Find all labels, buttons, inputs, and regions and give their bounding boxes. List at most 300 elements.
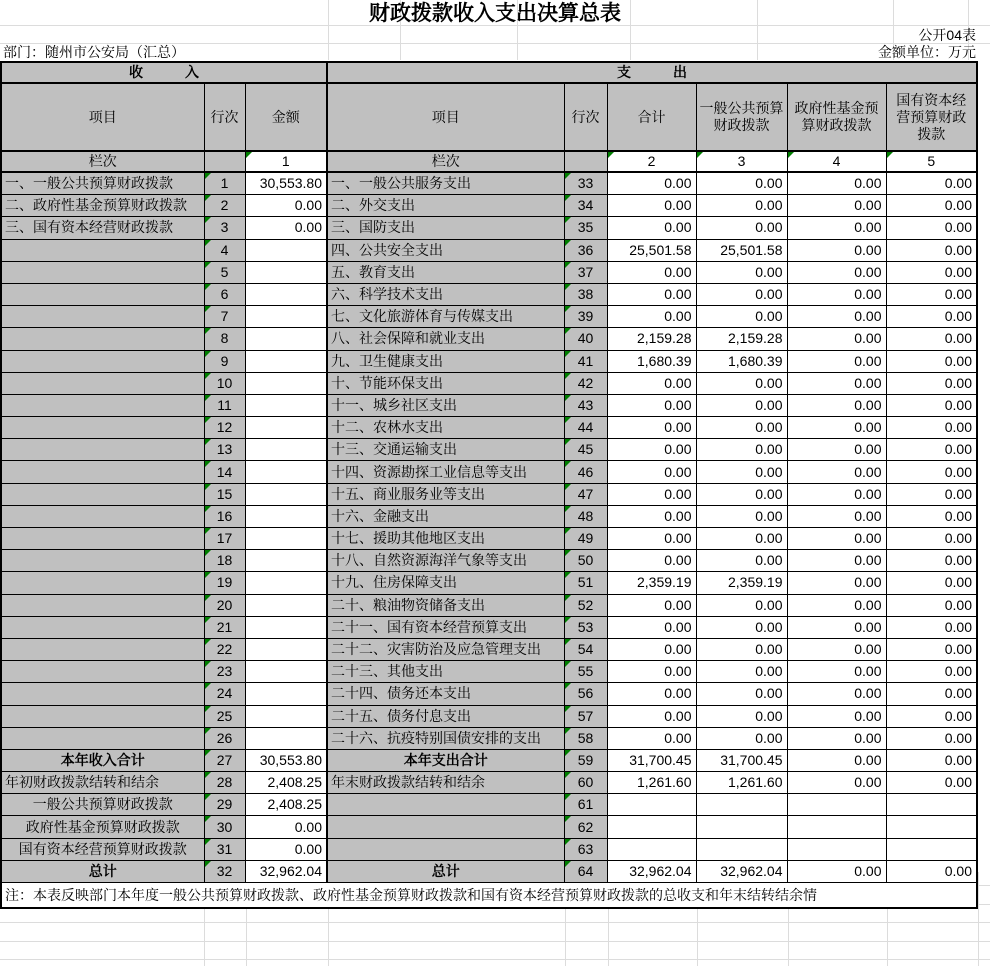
- exp-state-capital-cell[interactable]: 0.00: [886, 860, 977, 882]
- exp-gov-fund-cell[interactable]: 0.00: [787, 372, 886, 394]
- income-amount-cell[interactable]: 0.00: [245, 195, 327, 217]
- exp-rowno-cell[interactable]: 58: [564, 727, 607, 749]
- exp-total-cell[interactable]: 0.00: [607, 616, 696, 638]
- income-item-cell[interactable]: [1, 683, 204, 705]
- income-rowno-cell[interactable]: 3: [204, 217, 245, 239]
- income-amount-cell[interactable]: [245, 239, 327, 261]
- exp-rowno-cell[interactable]: 54: [564, 638, 607, 660]
- exp-rowno-cell[interactable]: 53: [564, 616, 607, 638]
- exp-rowno-cell[interactable]: 59: [564, 749, 607, 771]
- exp-total-cell[interactable]: 0.00: [607, 261, 696, 283]
- exp-gov-fund-cell[interactable]: 0.00: [787, 616, 886, 638]
- exp-total-cell[interactable]: 0.00: [607, 306, 696, 328]
- income-amount-cell[interactable]: [245, 550, 327, 572]
- exp-gov-fund-cell[interactable]: 0.00: [787, 483, 886, 505]
- income-item-header-cell[interactable]: 项目: [1, 83, 204, 151]
- income-item-cell[interactable]: 总计: [1, 860, 204, 882]
- exp-total-cell[interactable]: 1,680.39: [607, 350, 696, 372]
- exp-item-cell[interactable]: 十、节能环保支出: [327, 372, 564, 394]
- exp-state-capital-cell[interactable]: [886, 794, 977, 816]
- income-rowno-cell[interactable]: 23: [204, 661, 245, 683]
- exp-item-cell[interactable]: [327, 794, 564, 816]
- exp-rowno-cell[interactable]: 45: [564, 439, 607, 461]
- exp-state-capital-header-cell[interactable]: 国有资本经营预算财政拨款: [886, 83, 977, 151]
- income-item-cell[interactable]: [1, 394, 204, 416]
- column-no-1-cell[interactable]: 1: [245, 151, 327, 172]
- income-rowno-cell[interactable]: 12: [204, 417, 245, 439]
- exp-gov-fund-cell[interactable]: 0.00: [787, 683, 886, 705]
- income-rowno-cell[interactable]: 32: [204, 860, 245, 882]
- exp-total-cell[interactable]: 0.00: [607, 172, 696, 195]
- income-item-cell[interactable]: 一般公共预算财政拨款: [1, 794, 204, 816]
- exp-total-cell[interactable]: 0.00: [607, 505, 696, 527]
- income-rowno-cell[interactable]: 14: [204, 461, 245, 483]
- income-amount-header-cell[interactable]: 金额: [245, 83, 327, 151]
- income-rowno-cell[interactable]: 4: [204, 239, 245, 261]
- exp-gov-fund-cell[interactable]: 0.00: [787, 350, 886, 372]
- exp-rowno-cell[interactable]: 33: [564, 172, 607, 195]
- exp-state-capital-cell[interactable]: 0.00: [886, 306, 977, 328]
- income-item-cell[interactable]: [1, 705, 204, 727]
- income-amount-cell[interactable]: [245, 439, 327, 461]
- exp-gov-fund-cell[interactable]: 0.00: [787, 705, 886, 727]
- exp-state-capital-cell[interactable]: 0.00: [886, 461, 977, 483]
- exp-item-cell[interactable]: 九、卫生健康支出: [327, 350, 564, 372]
- exp-item-cell[interactable]: 八、社会保障和就业支出: [327, 328, 564, 350]
- exp-item-cell[interactable]: 二十一、国有资本经营预算支出: [327, 616, 564, 638]
- exp-general-budget-cell[interactable]: 0.00: [696, 394, 787, 416]
- income-rowno-cell[interactable]: 2: [204, 195, 245, 217]
- income-rowno-header-cell[interactable]: 行次: [204, 83, 245, 151]
- exp-rowno-cell[interactable]: 50: [564, 550, 607, 572]
- exp-total-cell[interactable]: [607, 794, 696, 816]
- exp-gov-fund-cell[interactable]: 0.00: [787, 772, 886, 794]
- exp-rowno-cell[interactable]: 43: [564, 394, 607, 416]
- exp-gov-fund-cell[interactable]: 0.00: [787, 172, 886, 195]
- income-item-cell[interactable]: [1, 528, 204, 550]
- income-rowno-cell[interactable]: 28: [204, 772, 245, 794]
- exp-item-cell[interactable]: 年末财政拨款结转和结余: [327, 772, 564, 794]
- income-amount-cell[interactable]: [245, 306, 327, 328]
- exp-general-budget-cell[interactable]: 31,700.45: [696, 749, 787, 771]
- exp-state-capital-cell[interactable]: 0.00: [886, 483, 977, 505]
- exp-total-cell[interactable]: 31,700.45: [607, 749, 696, 771]
- exp-total-cell[interactable]: 1,261.60: [607, 772, 696, 794]
- column-no-3-cell[interactable]: 3: [696, 151, 787, 172]
- exp-rowno-cell[interactable]: 52: [564, 594, 607, 616]
- income-rowno-cell[interactable]: 6: [204, 283, 245, 305]
- income-item-cell[interactable]: [1, 283, 204, 305]
- exp-total-cell[interactable]: 0.00: [607, 528, 696, 550]
- exp-general-budget-header-cell[interactable]: 一般公共预算财政拨款: [696, 83, 787, 151]
- exp-gov-fund-cell[interactable]: 0.00: [787, 461, 886, 483]
- exp-gov-fund-cell[interactable]: 0.00: [787, 528, 886, 550]
- exp-item-cell[interactable]: 五、教育支出: [327, 261, 564, 283]
- exp-gov-fund-cell[interactable]: 0.00: [787, 860, 886, 882]
- income-item-cell[interactable]: [1, 461, 204, 483]
- income-item-cell[interactable]: 政府性基金预算财政拨款: [1, 816, 204, 838]
- exp-item-cell[interactable]: 二、外交支出: [327, 195, 564, 217]
- exp-general-budget-cell[interactable]: 0.00: [696, 172, 787, 195]
- exp-state-capital-cell[interactable]: 0.00: [886, 594, 977, 616]
- exp-item-cell[interactable]: 十五、商业服务业等支出: [327, 483, 564, 505]
- income-rowno-cell[interactable]: 21: [204, 616, 245, 638]
- exp-total-cell[interactable]: 0.00: [607, 661, 696, 683]
- exp-state-capital-cell[interactable]: 0.00: [886, 550, 977, 572]
- income-rowno-cell[interactable]: 20: [204, 594, 245, 616]
- exp-general-budget-cell[interactable]: 0.00: [696, 594, 787, 616]
- exp-item-cell[interactable]: 十八、自然资源海洋气象等支出: [327, 550, 564, 572]
- exp-general-budget-cell[interactable]: 0.00: [696, 306, 787, 328]
- exp-general-budget-cell[interactable]: 0.00: [696, 616, 787, 638]
- income-rowno-cell[interactable]: 10: [204, 372, 245, 394]
- exp-general-budget-cell[interactable]: 0.00: [696, 439, 787, 461]
- exp-rowno-cell[interactable]: 44: [564, 417, 607, 439]
- income-amount-cell[interactable]: [245, 705, 327, 727]
- income-item-cell[interactable]: [1, 417, 204, 439]
- income-amount-cell[interactable]: [245, 350, 327, 372]
- income-amount-cell[interactable]: [245, 727, 327, 749]
- income-amount-cell[interactable]: [245, 461, 327, 483]
- exp-general-budget-cell[interactable]: 0.00: [696, 550, 787, 572]
- exp-total-cell[interactable]: 2,359.19: [607, 572, 696, 594]
- exp-state-capital-cell[interactable]: 0.00: [886, 195, 977, 217]
- income-amount-cell[interactable]: 32,962.04: [245, 860, 327, 882]
- exp-rowno-cell[interactable]: 37: [564, 261, 607, 283]
- exp-total-cell[interactable]: 0.00: [607, 683, 696, 705]
- exp-item-cell[interactable]: 四、公共安全支出: [327, 239, 564, 261]
- exp-item-cell[interactable]: 本年支出合计: [327, 749, 564, 771]
- exp-gov-fund-cell[interactable]: [787, 794, 886, 816]
- income-rowno-cell[interactable]: 8: [204, 328, 245, 350]
- exp-general-budget-cell[interactable]: 1,680.39: [696, 350, 787, 372]
- exp-rowno-cell[interactable]: 47: [564, 483, 607, 505]
- income-rowno-cell[interactable]: 17: [204, 528, 245, 550]
- exp-general-budget-cell[interactable]: 0.00: [696, 528, 787, 550]
- exp-general-budget-cell[interactable]: 0.00: [696, 683, 787, 705]
- income-rowno-cell[interactable]: 11: [204, 394, 245, 416]
- income-amount-cell[interactable]: 2,408.25: [245, 772, 327, 794]
- exp-total-cell[interactable]: 0.00: [607, 283, 696, 305]
- income-amount-cell[interactable]: [245, 572, 327, 594]
- exp-state-capital-cell[interactable]: 0.00: [886, 372, 977, 394]
- income-lanci-cell[interactable]: 栏次: [1, 151, 204, 172]
- exp-item-cell[interactable]: 二十、粮油物资储备支出: [327, 594, 564, 616]
- exp-state-capital-cell[interactable]: 0.00: [886, 328, 977, 350]
- exp-general-budget-cell[interactable]: 0.00: [696, 417, 787, 439]
- income-rowno-cell[interactable]: 1: [204, 172, 245, 195]
- exp-item-cell[interactable]: 二十四、债务还本支出: [327, 683, 564, 705]
- income-amount-cell[interactable]: [245, 394, 327, 416]
- exp-item-cell[interactable]: 二十二、灾害防治及应急管理支出: [327, 638, 564, 660]
- exp-rowno-cell[interactable]: 49: [564, 528, 607, 550]
- exp-rowno-cell[interactable]: 51: [564, 572, 607, 594]
- exp-item-cell[interactable]: 六、科学技术支出: [327, 283, 564, 305]
- income-amount-cell[interactable]: [245, 372, 327, 394]
- blank-cell[interactable]: [564, 151, 607, 172]
- exp-item-cell[interactable]: 十一、城乡社区支出: [327, 394, 564, 416]
- income-rowno-cell[interactable]: 31: [204, 838, 245, 860]
- exp-total-cell[interactable]: [607, 838, 696, 860]
- exp-state-capital-cell[interactable]: 0.00: [886, 572, 977, 594]
- income-amount-cell[interactable]: [245, 661, 327, 683]
- income-amount-cell[interactable]: [245, 528, 327, 550]
- exp-gov-fund-cell[interactable]: 0.00: [787, 394, 886, 416]
- exp-total-cell[interactable]: 0.00: [607, 461, 696, 483]
- exp-item-cell[interactable]: 七、文化旅游体育与传媒支出: [327, 306, 564, 328]
- income-rowno-cell[interactable]: 19: [204, 572, 245, 594]
- exp-gov-fund-header-cell[interactable]: 政府性基金预算财政拨款: [787, 83, 886, 151]
- exp-item-cell[interactable]: 总计: [327, 860, 564, 882]
- income-item-cell[interactable]: 本年收入合计: [1, 749, 204, 771]
- exp-item-cell[interactable]: 十九、住房保障支出: [327, 572, 564, 594]
- income-rowno-cell[interactable]: 22: [204, 638, 245, 660]
- income-rowno-cell[interactable]: 27: [204, 749, 245, 771]
- exp-state-capital-cell[interactable]: 0.00: [886, 705, 977, 727]
- income-item-cell[interactable]: [1, 261, 204, 283]
- income-item-cell[interactable]: 国有资本经营预算财政拨款: [1, 838, 204, 860]
- exp-item-cell[interactable]: 十三、交通运输支出: [327, 439, 564, 461]
- exp-state-capital-cell[interactable]: 0.00: [886, 394, 977, 416]
- exp-state-capital-cell[interactable]: 0.00: [886, 239, 977, 261]
- exp-item-cell[interactable]: 二十五、债务付息支出: [327, 705, 564, 727]
- exp-item-cell[interactable]: 二十六、抗疫特别国债安排的支出: [327, 727, 564, 749]
- exp-gov-fund-cell[interactable]: 0.00: [787, 638, 886, 660]
- exp-gov-fund-cell[interactable]: 0.00: [787, 749, 886, 771]
- income-item-cell[interactable]: [1, 306, 204, 328]
- income-amount-cell[interactable]: [245, 483, 327, 505]
- income-rowno-cell[interactable]: 5: [204, 261, 245, 283]
- income-amount-cell[interactable]: 30,553.80: [245, 172, 327, 195]
- exp-rowno-cell[interactable]: 55: [564, 661, 607, 683]
- exp-state-capital-cell[interactable]: 0.00: [886, 283, 977, 305]
- income-item-cell[interactable]: [1, 239, 204, 261]
- income-amount-cell[interactable]: [245, 594, 327, 616]
- exp-state-capital-cell[interactable]: 0.00: [886, 616, 977, 638]
- income-item-cell[interactable]: 年初财政拨款结转和结余: [1, 772, 204, 794]
- exp-general-budget-cell[interactable]: 0.00: [696, 638, 787, 660]
- income-rowno-cell[interactable]: 18: [204, 550, 245, 572]
- exp-total-cell[interactable]: 0.00: [607, 594, 696, 616]
- exp-state-capital-cell[interactable]: 0.00: [886, 638, 977, 660]
- income-rowno-cell[interactable]: 9: [204, 350, 245, 372]
- exp-rowno-cell[interactable]: 35: [564, 217, 607, 239]
- exp-total-cell[interactable]: 2,159.28: [607, 328, 696, 350]
- income-item-cell[interactable]: 三、国有资本经营财政拨款: [1, 217, 204, 239]
- income-amount-cell[interactable]: [245, 616, 327, 638]
- exp-gov-fund-cell[interactable]: 0.00: [787, 239, 886, 261]
- income-item-cell[interactable]: [1, 572, 204, 594]
- exp-item-cell[interactable]: [327, 838, 564, 860]
- exp-rowno-cell[interactable]: 62: [564, 816, 607, 838]
- income-item-cell[interactable]: 二、政府性基金预算财政拨款: [1, 195, 204, 217]
- exp-general-budget-cell[interactable]: 0.00: [696, 195, 787, 217]
- income-item-cell[interactable]: [1, 727, 204, 749]
- income-item-cell[interactable]: [1, 594, 204, 616]
- exp-general-budget-cell[interactable]: 2,159.28: [696, 328, 787, 350]
- exp-item-cell[interactable]: 二十三、其他支出: [327, 661, 564, 683]
- income-amount-cell[interactable]: 0.00: [245, 816, 327, 838]
- income-rowno-cell[interactable]: 29: [204, 794, 245, 816]
- exp-state-capital-cell[interactable]: 0.00: [886, 417, 977, 439]
- income-amount-cell[interactable]: [245, 328, 327, 350]
- exp-state-capital-cell[interactable]: 0.00: [886, 727, 977, 749]
- income-amount-cell[interactable]: [245, 638, 327, 660]
- expenditure-section-header-cell[interactable]: 支 出: [327, 62, 977, 83]
- exp-item-cell[interactable]: 三、国防支出: [327, 217, 564, 239]
- column-no-5-cell[interactable]: 5: [886, 151, 977, 172]
- exp-general-budget-cell[interactable]: 25,501.58: [696, 239, 787, 261]
- exp-state-capital-cell[interactable]: 0.00: [886, 505, 977, 527]
- exp-general-budget-cell[interactable]: 2,359.19: [696, 572, 787, 594]
- income-amount-cell[interactable]: [245, 261, 327, 283]
- exp-rowno-cell[interactable]: 48: [564, 505, 607, 527]
- income-item-cell[interactable]: [1, 372, 204, 394]
- income-item-cell[interactable]: [1, 661, 204, 683]
- exp-total-cell[interactable]: 0.00: [607, 705, 696, 727]
- exp-total-cell[interactable]: 0.00: [607, 727, 696, 749]
- exp-gov-fund-cell[interactable]: 0.00: [787, 439, 886, 461]
- exp-state-capital-cell[interactable]: [886, 838, 977, 860]
- exp-gov-fund-cell[interactable]: 0.00: [787, 306, 886, 328]
- exp-rowno-cell[interactable]: 46: [564, 461, 607, 483]
- exp-state-capital-cell[interactable]: [886, 816, 977, 838]
- exp-total-cell[interactable]: 0.00: [607, 372, 696, 394]
- income-rowno-cell[interactable]: 16: [204, 505, 245, 527]
- exp-item-cell[interactable]: 一、一般公共服务支出: [327, 172, 564, 195]
- exp-rowno-cell[interactable]: 38: [564, 283, 607, 305]
- exp-gov-fund-cell[interactable]: [787, 816, 886, 838]
- exp-state-capital-cell[interactable]: 0.00: [886, 350, 977, 372]
- exp-state-capital-cell[interactable]: 0.00: [886, 683, 977, 705]
- exp-general-budget-cell[interactable]: 0.00: [696, 261, 787, 283]
- exp-rowno-cell[interactable]: 63: [564, 838, 607, 860]
- exp-item-cell[interactable]: 十七、援助其他地区支出: [327, 528, 564, 550]
- exp-total-cell[interactable]: 32,962.04: [607, 860, 696, 882]
- exp-rowno-cell[interactable]: 41: [564, 350, 607, 372]
- exp-rowno-cell[interactable]: 60: [564, 772, 607, 794]
- exp-state-capital-cell[interactable]: 0.00: [886, 772, 977, 794]
- income-amount-cell[interactable]: [245, 283, 327, 305]
- exp-general-budget-cell[interactable]: 0.00: [696, 727, 787, 749]
- exp-general-budget-cell[interactable]: 0.00: [696, 661, 787, 683]
- exp-total-cell[interactable]: 0.00: [607, 439, 696, 461]
- income-rowno-cell[interactable]: 30: [204, 816, 245, 838]
- exp-gov-fund-cell[interactable]: 0.00: [787, 328, 886, 350]
- exp-general-budget-cell[interactable]: [696, 816, 787, 838]
- income-amount-cell[interactable]: [245, 683, 327, 705]
- exp-gov-fund-cell[interactable]: 0.00: [787, 572, 886, 594]
- exp-state-capital-cell[interactable]: 0.00: [886, 439, 977, 461]
- income-item-cell[interactable]: [1, 638, 204, 660]
- note-cell[interactable]: 注：本表反映部门本年度一般公共预算财政拨款、政府性基金预算财政拨款和国有资本经营预算财政拨款的总收支和年末结转结余情: [1, 883, 977, 909]
- exp-gov-fund-cell[interactable]: 0.00: [787, 594, 886, 616]
- income-amount-cell[interactable]: 30,553.80: [245, 749, 327, 771]
- exp-rowno-cell[interactable]: 64: [564, 860, 607, 882]
- exp-state-capital-cell[interactable]: 0.00: [886, 172, 977, 195]
- exp-general-budget-cell[interactable]: 0.00: [696, 705, 787, 727]
- income-item-cell[interactable]: [1, 483, 204, 505]
- exp-general-budget-cell[interactable]: 1,261.60: [696, 772, 787, 794]
- exp-total-cell[interactable]: 0.00: [607, 394, 696, 416]
- income-amount-cell[interactable]: 2,408.25: [245, 794, 327, 816]
- exp-item-cell[interactable]: [327, 816, 564, 838]
- exp-item-header-cell[interactable]: 项目: [327, 83, 564, 151]
- exp-gov-fund-cell[interactable]: 0.00: [787, 417, 886, 439]
- exp-state-capital-cell[interactable]: 0.00: [886, 749, 977, 771]
- exp-lanci-cell[interactable]: 栏次: [327, 151, 564, 172]
- income-rowno-cell[interactable]: 25: [204, 705, 245, 727]
- exp-rowno-cell[interactable]: 56: [564, 683, 607, 705]
- exp-general-budget-cell[interactable]: 32,962.04: [696, 860, 787, 882]
- exp-total-cell[interactable]: 0.00: [607, 217, 696, 239]
- exp-total-cell[interactable]: 0.00: [607, 483, 696, 505]
- exp-item-cell[interactable]: 十四、资源勘探工业信息等支出: [327, 461, 564, 483]
- income-section-header-cell[interactable]: 收 入: [1, 62, 327, 83]
- exp-gov-fund-cell[interactable]: 0.00: [787, 550, 886, 572]
- exp-general-budget-cell[interactable]: 0.00: [696, 283, 787, 305]
- income-rowno-cell[interactable]: 15: [204, 483, 245, 505]
- income-rowno-cell[interactable]: 13: [204, 439, 245, 461]
- income-amount-cell[interactable]: 0.00: [245, 217, 327, 239]
- exp-gov-fund-cell[interactable]: 0.00: [787, 661, 886, 683]
- column-no-2-cell[interactable]: 2: [607, 151, 696, 172]
- exp-item-cell[interactable]: 十六、金融支出: [327, 505, 564, 527]
- exp-general-budget-cell[interactable]: 0.00: [696, 461, 787, 483]
- exp-total-cell[interactable]: 0.00: [607, 417, 696, 439]
- exp-general-budget-cell[interactable]: [696, 838, 787, 860]
- exp-rowno-cell[interactable]: 42: [564, 372, 607, 394]
- exp-gov-fund-cell[interactable]: 0.00: [787, 727, 886, 749]
- exp-general-budget-cell[interactable]: 0.00: [696, 505, 787, 527]
- exp-total-cell[interactable]: 0.00: [607, 638, 696, 660]
- income-item-cell[interactable]: [1, 350, 204, 372]
- exp-rowno-cell[interactable]: 61: [564, 794, 607, 816]
- exp-total-cell[interactable]: 0.00: [607, 195, 696, 217]
- income-amount-cell[interactable]: [245, 417, 327, 439]
- exp-total-cell[interactable]: [607, 816, 696, 838]
- exp-rowno-cell[interactable]: 39: [564, 306, 607, 328]
- income-item-cell[interactable]: 一、一般公共预算财政拨款: [1, 172, 204, 195]
- exp-item-cell[interactable]: 十二、农林水支出: [327, 417, 564, 439]
- income-item-cell[interactable]: [1, 328, 204, 350]
- income-item-cell[interactable]: [1, 616, 204, 638]
- income-amount-cell[interactable]: 0.00: [245, 838, 327, 860]
- exp-rowno-cell[interactable]: 34: [564, 195, 607, 217]
- exp-total-cell[interactable]: 0.00: [607, 550, 696, 572]
- exp-general-budget-cell[interactable]: 0.00: [696, 372, 787, 394]
- blank-cell[interactable]: [204, 151, 245, 172]
- income-rowno-cell[interactable]: 24: [204, 683, 245, 705]
- exp-state-capital-cell[interactable]: 0.00: [886, 528, 977, 550]
- income-rowno-cell[interactable]: 26: [204, 727, 245, 749]
- exp-general-budget-cell[interactable]: 0.00: [696, 217, 787, 239]
- income-item-cell[interactable]: [1, 505, 204, 527]
- income-rowno-cell[interactable]: 7: [204, 306, 245, 328]
- column-no-4-cell[interactable]: 4: [787, 151, 886, 172]
- income-item-cell[interactable]: [1, 550, 204, 572]
- exp-state-capital-cell[interactable]: 0.00: [886, 217, 977, 239]
- exp-rowno-header-cell[interactable]: 行次: [564, 83, 607, 151]
- exp-gov-fund-cell[interactable]: 0.00: [787, 505, 886, 527]
- income-amount-cell[interactable]: [245, 505, 327, 527]
- exp-total-header-cell[interactable]: 合计: [607, 83, 696, 151]
- exp-gov-fund-cell[interactable]: 0.00: [787, 283, 886, 305]
- exp-gov-fund-cell[interactable]: [787, 838, 886, 860]
- exp-gov-fund-cell[interactable]: 0.00: [787, 195, 886, 217]
- exp-state-capital-cell[interactable]: 0.00: [886, 261, 977, 283]
- exp-total-cell[interactable]: 25,501.58: [607, 239, 696, 261]
